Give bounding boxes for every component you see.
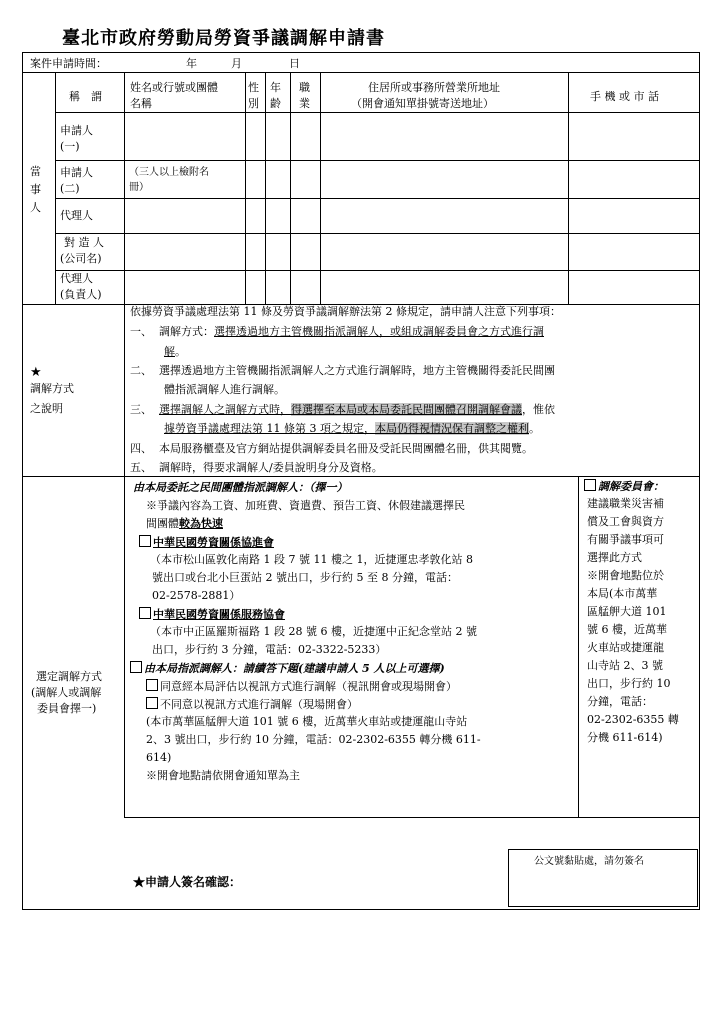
parties-label-1: 當 [30, 165, 41, 178]
video-no-option[interactable]: 不同意以視訊方式進行調解（現場開會） [146, 697, 358, 711]
committee-line: 山寺站 2、3 號 [587, 659, 663, 672]
committee-line: 選擇此方式 [587, 551, 642, 564]
method-item5: 五、 調解時，得要求調解人/委員說明身分及資格。 [130, 461, 383, 474]
committee-option[interactable]: 調解委員會： [584, 479, 664, 493]
committee-line: 分鐘，電話： [587, 695, 653, 708]
row-opposing-agent-b: (負責人) [60, 288, 102, 301]
committee-line: 出口，步行約 10 [587, 677, 671, 690]
video-yes-checkbox[interactable] [146, 679, 158, 691]
date-month-label: 月 [231, 57, 242, 70]
committee-line: 建議職業災害補 [587, 497, 664, 510]
bureau-address-c: 614) [146, 751, 172, 764]
header-name-2: 名稱 [130, 97, 152, 110]
application-date-label: 案件申請時間： [30, 57, 107, 70]
org2-option[interactable]: 中華民國勞資關係服務協會 [139, 607, 285, 621]
header-name-1: 姓名或行號或團體 [130, 81, 218, 94]
method-item3-cont: 據勞資爭議處理法第 11 條第 3 項之規定，本局仍得視情況保有調整之權利。 [164, 422, 540, 435]
org2-address-b: 出口，步行約 3 分鐘，電話：02-3322-5233） [152, 643, 387, 656]
method-item4: 四、 本局服務櫃臺及官方網站提供調解委員名冊及受託民間團體名冊，供其閱覽。 [130, 442, 533, 455]
parties-label-2: 事 [30, 183, 41, 196]
committee-line: 號 6 樓，近萬華 [587, 623, 667, 636]
selection-label-a: 選定調解方式 [36, 670, 102, 683]
org1-address-a: （本市松山區敦化南路 1 段 7 號 11 樓之 1，近捷運忠孝敦化站 8 [150, 553, 473, 566]
private-heading: 由本局委託之民間團體指派調解人：（擇一） [133, 481, 348, 494]
header-gender-2: 別 [248, 97, 259, 110]
committee-line: 本局(本市萬華 [587, 587, 658, 600]
row-opposing-b: (公司名) [60, 252, 102, 265]
bureau-address-a: (本市萬華區艋舺大道 101 號 6 樓，近萬華火車站或捷運龍山寺站 [146, 715, 468, 728]
committee-line: 區艋舺大道 101 [587, 605, 667, 618]
header-age-1: 年 [270, 81, 281, 94]
header-job-1: 職 [299, 81, 310, 94]
selection-label-b: (調解人或調解 [31, 686, 102, 699]
method-item1-cont: 解。 [164, 345, 186, 358]
method-item2: 二、 選擇透過地方主管機關指派調解人之方式進行調解時，地方主管機關得委託民間團 [130, 364, 555, 377]
date-year-label: 年 [186, 57, 197, 70]
method-item3: 三、 選擇調解人之調解方式時，得選擇至本局或本局委託民間團體召開調解會議，惟依 [130, 403, 555, 416]
page-title: 臺北市政府勞動局勞資爭議調解申請書 [62, 28, 385, 49]
committee-line: 有關爭議事項可 [587, 533, 664, 546]
committee-line: 償及工會與資方 [587, 515, 664, 528]
method-item1: 一、 調解方式：選擇透過地方主管機關指派調解人，或組成調解委員會之方式進行調 [130, 325, 544, 338]
bureau-address-b: 2、3 號出口，步行約 10 分鐘，電話：02-2302-6355 轉分機 611- [146, 733, 481, 746]
org2-address-a: （本市中正區羅斯福路 1 段 28 號 6 樓，近捷運中正紀念堂站 2 號 [150, 625, 477, 638]
signature-star-icon: ★ [133, 875, 146, 889]
bureau-checkbox[interactable] [130, 661, 142, 673]
org2-checkbox[interactable] [139, 607, 151, 619]
star-icon: ★ [30, 365, 42, 380]
row-opposing-a: 對 造 人 [64, 236, 104, 249]
date-day-label: 日 [289, 57, 300, 70]
method-label-a: 調解方式 [30, 382, 74, 395]
row-applicant2-b: (二) [60, 182, 80, 195]
header-age-2: 齡 [270, 97, 281, 110]
meeting-note: ※開會地點請依開會通知單為主 [146, 769, 300, 782]
stamp-note: 公文號黏貼處，請勿簽名 [534, 856, 644, 867]
org1-option[interactable]: 中華民國勞資關係協進會 [139, 535, 274, 549]
private-note-a: ※爭議內容為工資、加班費、資遣費、預告工資、休假建議選擇民 [146, 499, 465, 512]
header-job-2: 業 [299, 97, 310, 110]
selection-label-c: 委員會擇一) [37, 702, 97, 715]
video-no-checkbox[interactable] [146, 697, 158, 709]
row-applicant1-a: 申請人 [60, 124, 93, 137]
committee-line: ※開會地點位於 [587, 569, 664, 582]
method-intro: 依據勞資爭議處理法第 11 條及勞資爭議調解辦法第 2 條規定，請申請人注意下列事項： [130, 305, 561, 318]
org1-address-c: 02-2578-2881） [152, 589, 241, 602]
method-label-b: 之說明 [30, 402, 63, 415]
private-note-b: 間團體較為快速 [146, 517, 223, 530]
header-phone: 手 機 或 市 話 [590, 90, 659, 103]
applicant2-note-a: （三人以上檢附名 [129, 167, 209, 178]
org1-address-b: 號出口或台北小巨蛋站 2 號出口，步行約 5 至 8 分鐘，電話： [152, 571, 458, 584]
header-title: 稱 謂 [69, 90, 102, 103]
header-address-2: （開會通知單掛號寄送地址） [351, 97, 494, 110]
row-applicant1-b: (一) [60, 140, 80, 153]
method-item2-cont: 體指派調解人進行調解。 [164, 383, 285, 396]
row-agent: 代理人 [60, 209, 93, 222]
signature-label[interactable]: ★申請人簽名確認： [133, 875, 242, 889]
row-opposing-agent-a: 代理人 [60, 272, 93, 285]
committee-line: 02-2302-6355 轉 [587, 713, 679, 726]
committee-line: 分機 611-614) [587, 731, 663, 744]
applicant2-note-b: 冊） [129, 182, 149, 193]
org1-checkbox[interactable] [139, 535, 151, 547]
header-gender-1: 性 [248, 81, 259, 94]
parties-label-3: 人 [30, 201, 41, 214]
committee-checkbox[interactable] [584, 479, 596, 491]
bureau-option[interactable]: 由本局指派調解人：請續答下題(建議申請人 5 人以上可選擇) [130, 661, 445, 675]
video-yes-option[interactable]: 同意經本局評估以視訊方式進行調解（視訊開會或現場開會） [146, 679, 457, 693]
row-applicant2-a: 申請人 [60, 166, 93, 179]
header-address-1: 住居所或事務所營業所地址 [368, 81, 500, 94]
committee-line: 火車站或捷運龍 [587, 641, 664, 654]
